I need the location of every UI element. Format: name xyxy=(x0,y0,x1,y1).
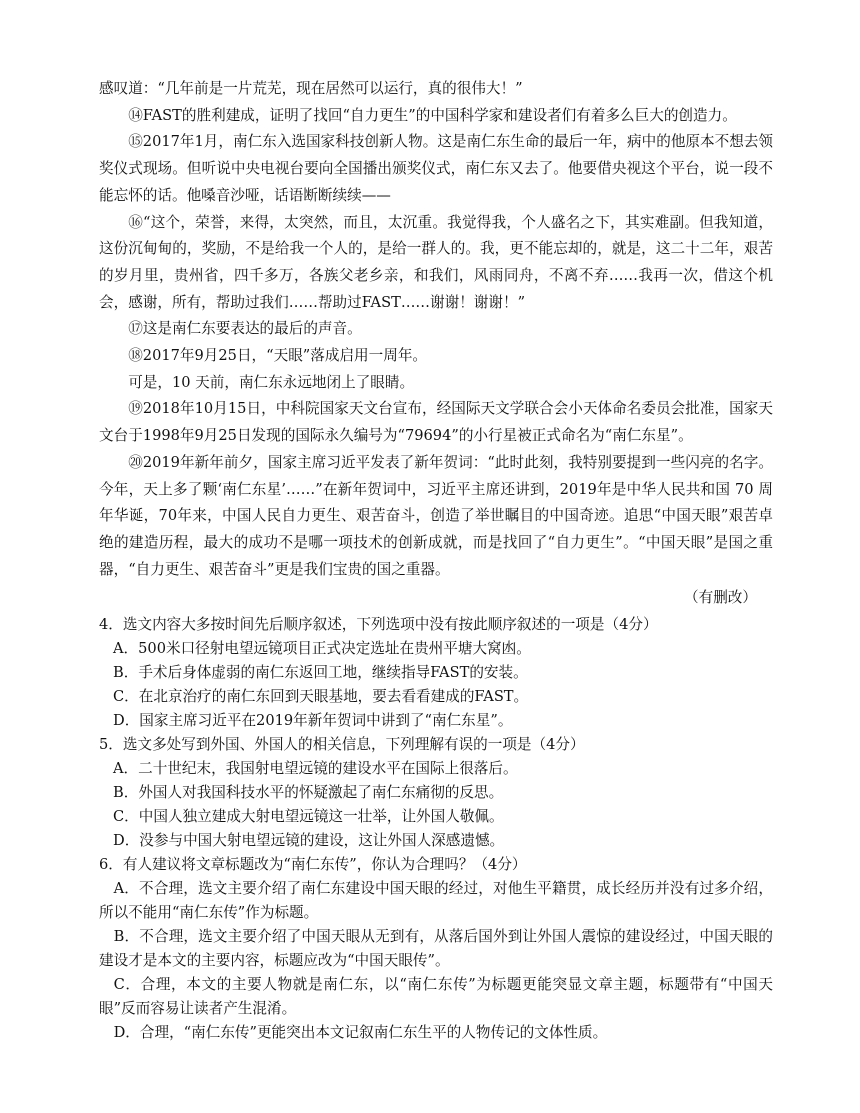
option-a: A．二十世纪末，我国射电望远镜的建设水平在国际上很落后。 xyxy=(113,760,518,778)
question-6 xyxy=(99,853,773,1045)
question-stem: 6．有人建议将文章标题改为“南仁东传”，你认为合理吗？（4分） xyxy=(99,856,527,874)
option-d: D．合理，“南仁东传”更能突出本文记叙南仁东生平的人物传记的文体性质。 xyxy=(113,1024,608,1042)
page-content xyxy=(99,76,773,1045)
option-d: D．国家主席习近平在2019年新年贺词中讲到了“南仁东星”。 xyxy=(113,712,513,730)
article-paragraph-18b: 可是，10 天前，南仁东永远地闭上了眼睛。 xyxy=(128,373,415,391)
article-paragraph-20: ⑳2019年新年前夕，国家主席习近平发表了新年贺词：“此时此刻，我特别要提到一些闪亮的名字。今年，天上多了颗‘南仁东星’……”在新年贺词中，习近平主席还讲到，2019年是中华人民共和国 70 周年华诞，70年来，中国人民自力更生、艰苦奋斗，创造了举世瞩目的中国奇迹。追思“中国天眼”艰苦卓绝的建造历程，最大的成功不是哪一项技术的创新成就，而是找回了“自力更生”。“中国天眼”是国之重器，“自力更生、艰苦奋斗”更是我们宝贵的国之重器。 xyxy=(99,453,773,578)
article-paragraph-18: ⑱2017年9月25日，“天眼”落成启用一周年。 xyxy=(128,347,428,365)
article-paragraph-15: ⑮2017年1月，南仁东入选国家科技创新人物。这是南仁东生命的最后一年，病中的他原本不想去领奖仪式现场。但听说中央电视台要向全国播出颁奖仪式，南仁东又去了。他要借央视这个平台，说一段不能忘怀的话。他嗓音沙哑，话语断断续续—— xyxy=(99,133,773,204)
article-paragraph-17: ⑰这是南仁东要表达的最后的声音。 xyxy=(128,320,362,338)
question-stem: 4．选文内容大多按时间先后顺序叙述，下列选项中没有按此顺序叙述的一项是（4分） xyxy=(99,616,658,634)
option-a: A．不合理，选文主要介绍了南仁东建设中国天眼的经过，对他生平籍贯，成长经历并没有过多介绍，所以不能用“南仁东传”作为标题。 xyxy=(99,880,773,922)
abridged-note: （有删改） xyxy=(684,589,757,607)
article-paragraph-19: ⑲2018年10月15日，中科院国家天文台宣布，经国际天文学联合会小天体命名委员会批准，国家天文台于1998年9月25日发现的国际永久编号为“79694”的小行星被正式命名为“南仁东星”。 xyxy=(99,400,773,445)
option-c: C．中国人独立建成大射电望远镜这一壮举，让外国人敬佩。 xyxy=(113,808,504,826)
option-c: C．合理，本文的主要人物就是南仁东，以“南仁东传”为标题更能突显文章主题，标题带有“中国天眼”反而容易让读者产生混淆。 xyxy=(99,976,773,1018)
option-a: A．500米口径射电望远镜项目正式决定选址在贵州平塘大窝凼。 xyxy=(113,640,531,658)
option-b: B．不合理，选文主要介绍了中国天眼从无到有，从落后国外到让外国人震惊的建设经过，中国天眼的建设才是本文的主要内容，标题应改为“中国天眼传”。 xyxy=(99,928,773,970)
question-4 xyxy=(99,613,773,733)
question-stem: 5．选文多处写到外国、外国人的相关信息，下列理解有误的一项是（4分） xyxy=(99,736,585,754)
option-b: B．外国人对我国科技水平的怀疑激起了南仁东痛彻的反思。 xyxy=(113,784,504,802)
option-d: D．没参与中国大射电望远镜的建设，这让外国人深感遗憾。 xyxy=(113,832,505,850)
article-paragraph-16: ⑯“这个，荣誉，来得，太突然，而且，太沉重。我觉得我，个人盛名之下，其实难副。但我知道，这份沉甸甸的，奖励，不是给我一个人的，是给一群人的。我，更不能忘却的，就是，这二十二年，艰苦的岁月里，贵州省，四千多万，各族父老乡亲，和我们，风雨同舟，不离不弃……我再一次，借这个机会，感谢，所有，帮助过我们……帮助过FAST……谢谢！谢谢！” xyxy=(99,213,773,311)
question-5 xyxy=(99,733,773,853)
article-paragraph-14: ⑭FAST的胜利建成，证明了找回“自力更生”的中国科学家和建设者们有着多么巨大的创造力。 xyxy=(128,106,737,124)
article-paragraph-continued: 感叹道：“几年前是一片荒芜，现在居然可以运行，真的很伟大！” xyxy=(99,80,523,97)
option-c: C．在北京治疗的南仁东回到天眼基地，要去看看建成的FAST。 xyxy=(113,688,529,706)
option-b: B．手术后身体虚弱的南仁东返回工地，继续指导FAST的安装。 xyxy=(113,664,528,682)
